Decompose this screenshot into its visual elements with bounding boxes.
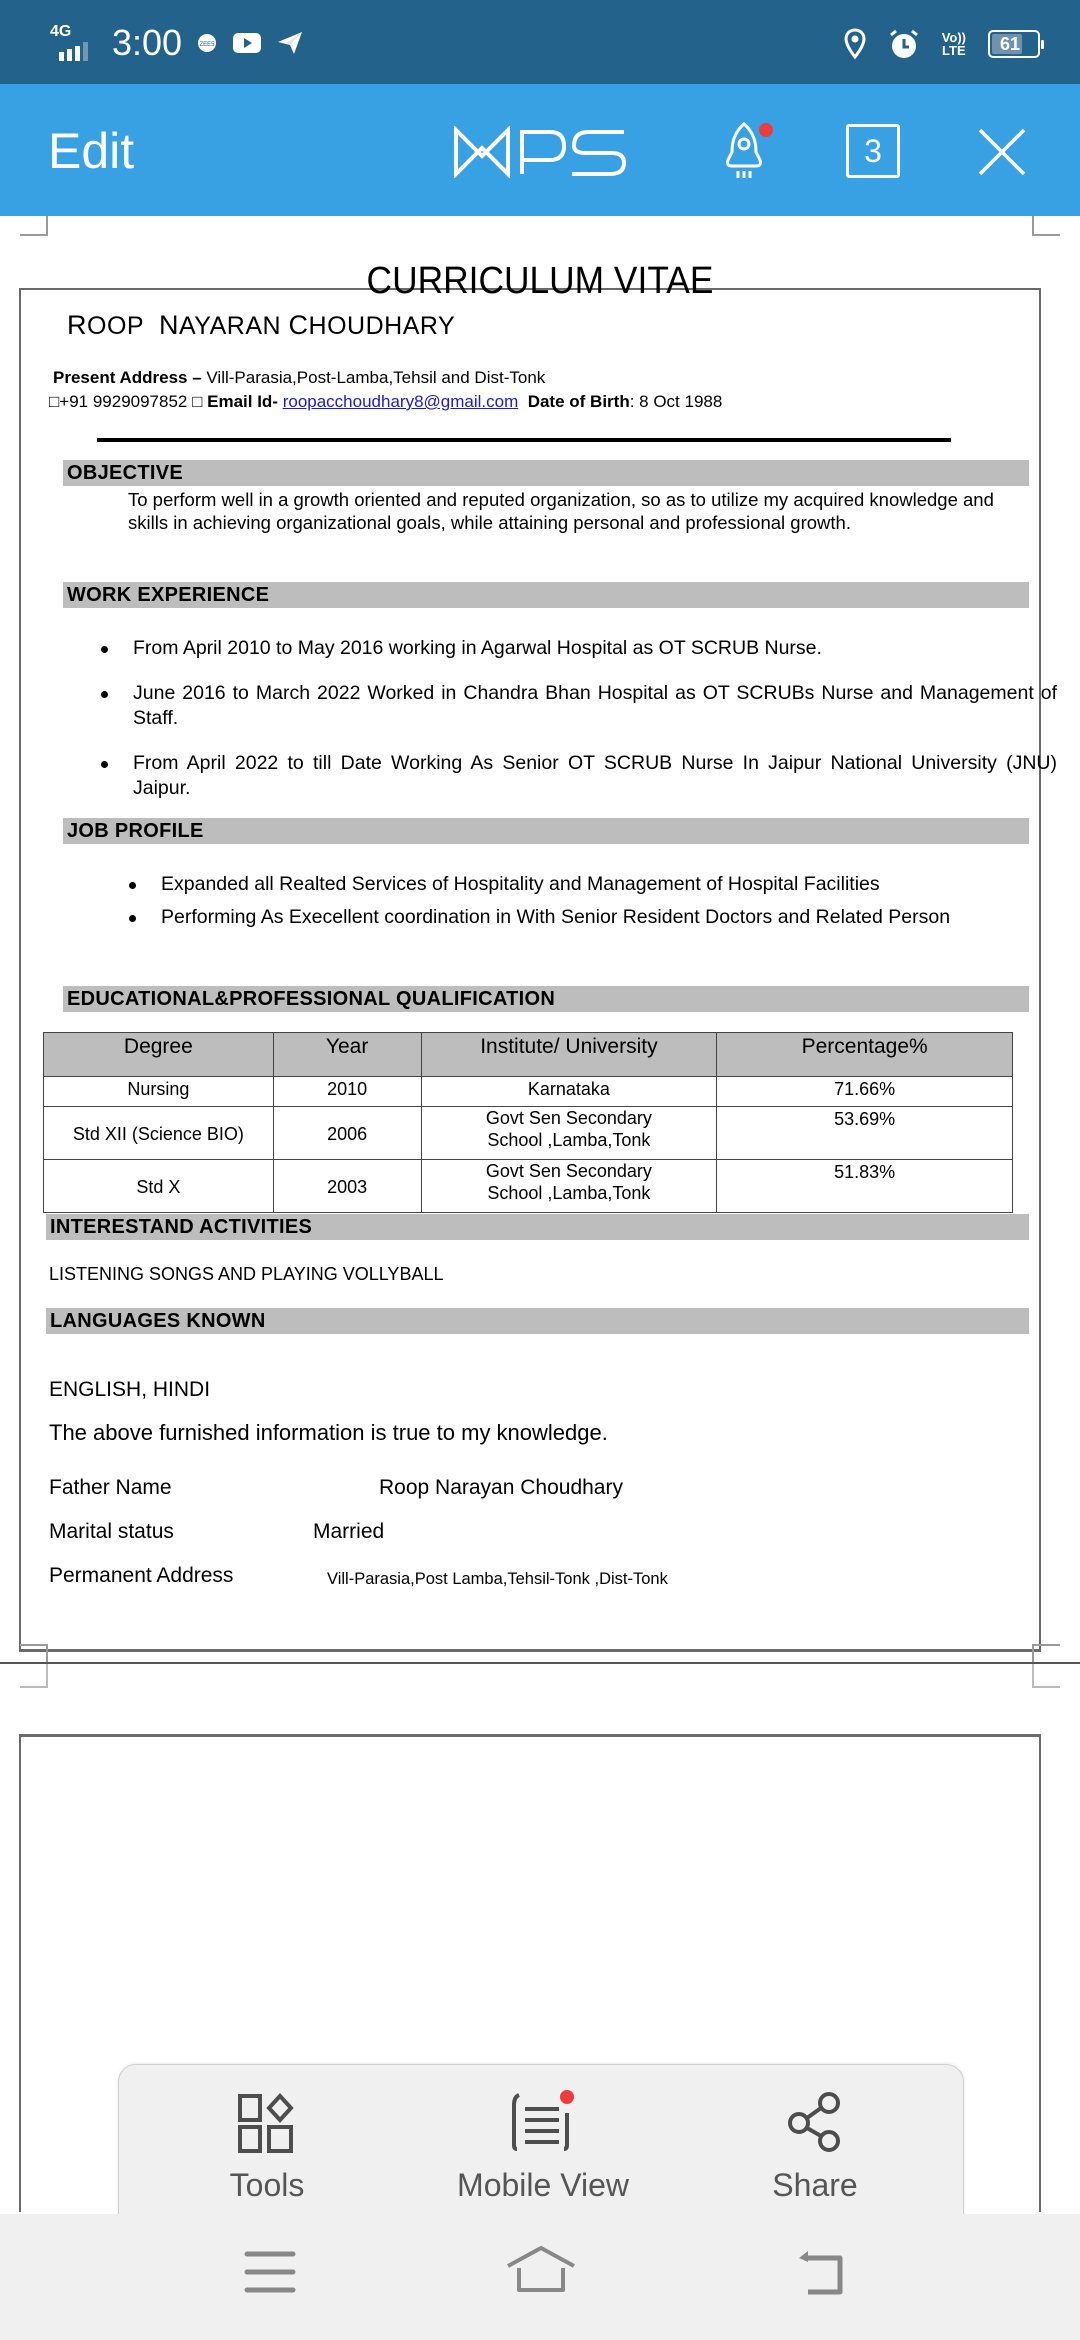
status-bar <box>0 0 1080 84</box>
list-item: Expanded all Realted Services of Hospitality and Management of Hospital Facilities <box>77 872 1057 897</box>
crop-mark <box>20 216 48 236</box>
section-objective: OBJECTIVE <box>63 460 1029 486</box>
home-nav-button[interactable] <box>506 2246 576 2299</box>
battery-icon <box>988 30 1040 58</box>
youtube-icon <box>232 31 262 55</box>
phone-number: □+91 9929097852 <box>49 392 193 411</box>
crop-mark <box>1032 216 1060 236</box>
tools-label: Tools <box>229 2167 305 2203</box>
section-languages: LANGUAGES KNOWN <box>46 1308 1029 1334</box>
app-toolbar <box>0 84 1080 216</box>
table-cell: 2010 <box>273 1077 421 1107</box>
tools-icon <box>237 2093 297 2153</box>
telegram-icon <box>276 30 304 56</box>
cellular-signal-icon <box>50 23 98 63</box>
document-page-1 <box>19 288 1057 1652</box>
crop-mark <box>1032 1664 1060 1688</box>
list-item: From April 2010 to May 2016 working in Agarwal Hospital as OT SCRUB Nurse. <box>77 636 1057 661</box>
present-address-line: Present Address – Vill-Parasia,Post-Lamba,Tehsil and Dist-Tonk <box>53 368 546 387</box>
table-cell: Karnataka <box>421 1077 717 1107</box>
clock: 3:00 <box>112 22 183 63</box>
email-link[interactable]: roopacchoudhary8@gmail.com <box>282 392 519 411</box>
mobile-view-label: Mobile View <box>457 2167 629 2203</box>
candidate-name: ROOP NAYARAN CHOUDHARY <box>67 310 456 340</box>
table-cell: 2006 <box>273 1107 421 1160</box>
mobile-view-icon <box>507 2089 579 2153</box>
table-cell: Govt Sen Secondary School ,Lamba,Tonk <box>421 1160 717 1213</box>
table-cell: 53.69% <box>717 1107 1013 1160</box>
declaration-text: The above furnished information is true to my knowledge. <box>49 1420 608 1445</box>
share-icon <box>785 2091 845 2153</box>
volte-icon: Vo)) LTE <box>941 30 966 58</box>
crop-mark <box>1032 1644 1060 1664</box>
location-icon <box>844 28 866 60</box>
close-icon[interactable] <box>978 128 1026 181</box>
permanent-address-label: Permanent Address <box>49 1564 234 1587</box>
list-item: Performing As Execellent coordination in With Senior Resident Doctors and Related Person <box>77 905 1057 930</box>
page-break-line <box>0 1662 1080 1664</box>
section-work-experience: WORK EXPERIENCE <box>63 582 1029 608</box>
crop-mark <box>20 1664 48 1688</box>
contact-line: □+91 9929097852 □ Email Id- roopacchoudhary8@gmail.com Date of Birth: 8 Oct 1988 <box>49 392 723 411</box>
work-experience-list <box>77 636 1057 801</box>
back-icon <box>796 2250 848 2296</box>
interests-text: LISTENING SONGS AND PLAYING VOLLYBALL <box>49 1264 444 1284</box>
table-row <box>44 1107 1013 1160</box>
father-name-value: Roop Narayan Choudhary <box>379 1476 623 1499</box>
network-type: 4G <box>50 23 72 40</box>
table-cell: Nursing <box>44 1077 274 1107</box>
edit-button[interactable]: Edit <box>48 123 135 179</box>
mobile-view-button[interactable] <box>433 2087 653 2204</box>
divider <box>97 438 951 442</box>
languages-text: ENGLISH, HINDI <box>49 1378 211 1401</box>
system-navigation-bar <box>0 2214 1080 2340</box>
battery-level: 61 <box>1000 33 1021 54</box>
rocket-notification-icon[interactable] <box>712 120 776 189</box>
table-cell: Govt Sen Secondary School ,Lamba,Tonk <box>421 1107 717 1160</box>
menu-icon <box>244 2250 296 2294</box>
column-header: Degree <box>44 1033 274 1077</box>
list-item: June 2016 to March 2022 Worked in Chandra Bhan Hospital as OT SCRUBs Nurse and Management of Staff. <box>77 681 1057 731</box>
home-icon <box>506 2246 576 2294</box>
marital-status-value: Married <box>313 1520 385 1543</box>
crop-mark <box>20 1644 48 1664</box>
back-nav-button[interactable] <box>796 2250 848 2301</box>
table-row <box>44 1160 1013 1213</box>
table-cell: 51.83% <box>717 1160 1013 1213</box>
document-title: CURRICULUM VITAE <box>366 260 714 302</box>
table-cell: 71.66% <box>717 1077 1013 1107</box>
open-tabs-button[interactable]: 3 <box>846 124 900 178</box>
wps-logo <box>452 126 628 183</box>
table-header-row <box>44 1033 1013 1077</box>
tools-button[interactable] <box>157 2087 377 2204</box>
svg-text:ZEE5: ZEE5 <box>199 42 215 48</box>
job-profile-list <box>77 872 1057 930</box>
section-job-profile: JOB PROFILE <box>63 818 1029 844</box>
document-canvas[interactable] <box>0 216 1080 2212</box>
column-header: Institute/ University <box>421 1033 717 1077</box>
section-interests: INTERESTAND ACTIVITIES <box>46 1214 1029 1240</box>
permanent-address-value: Vill-Parasia,Post Lamba,Tehsil-Tonk ,Dist-Tonk <box>327 1570 668 1588</box>
list-item: From April 2022 to till Date Working As Senior OT SCRUB Nurse In Jaipur National University (JNU) Jaipur. <box>77 751 1057 801</box>
share-button[interactable] <box>705 2087 925 2204</box>
table-cell: 2003 <box>273 1160 421 1213</box>
father-name-label: Father Name <box>49 1476 172 1499</box>
date-of-birth: : 8 Oct 1988 <box>629 392 723 411</box>
table-cell: Std XII (Science BIO) <box>44 1107 274 1160</box>
zee5-icon <box>196 32 218 54</box>
alarm-icon <box>888 28 920 60</box>
marital-status-label: Marital status <box>49 1520 174 1543</box>
menu-nav-button[interactable] <box>244 2250 296 2299</box>
section-education: EDUCATIONAL&PROFESSIONAL QUALIFICATION <box>63 986 1029 1012</box>
objective-text: To perform well in a growth oriented and reputed organization, so as to utilize my acquired knowledge and skills in achieving organizational goals, while attaining personal and professional growth. <box>128 489 994 533</box>
column-header: Year <box>273 1033 421 1077</box>
table-cell: Std X <box>44 1160 274 1213</box>
education-table <box>43 1032 1013 1213</box>
table-row <box>44 1077 1013 1107</box>
column-header: Percentage% <box>717 1033 1013 1077</box>
share-label: Share <box>772 2167 858 2203</box>
